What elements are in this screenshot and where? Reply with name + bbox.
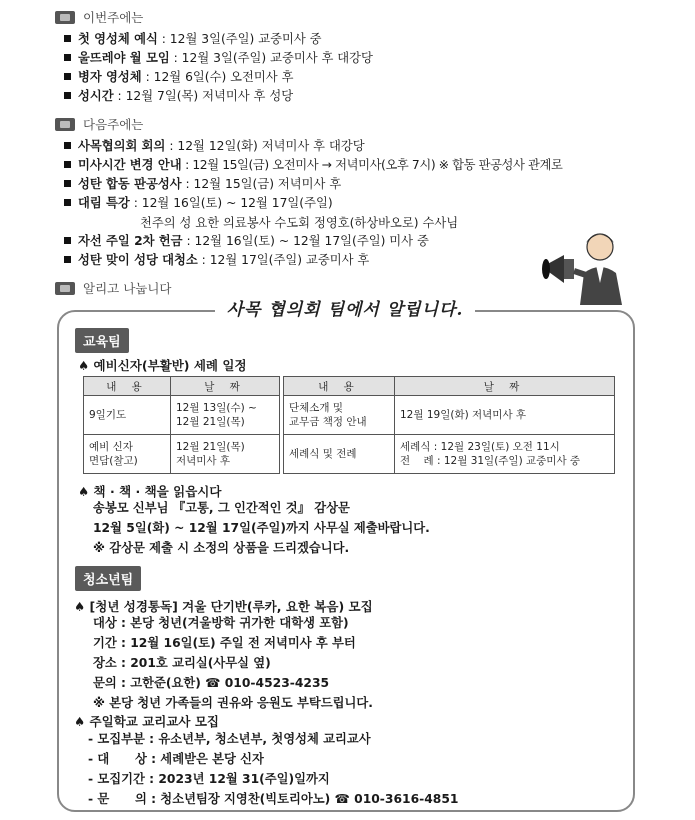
list-item: 병자 영성체 : 12월 6일(수) 오전미사 후 [64, 68, 293, 87]
next-week-header [55, 115, 143, 133]
list-item: 울뜨레야 월 모임 : 12월 3일(주일) 교중미사 후 대강당 [64, 49, 373, 68]
baptism-schedule-table [83, 376, 615, 474]
table-header: 날 짜 [395, 377, 615, 396]
section-icon [55, 11, 75, 24]
book-line: ※ 감상문 제출 시 소정의 상품을 드리겠습니다. [93, 541, 350, 555]
bible-line: 기간 : 12월 16일(토) 주일 전 저녁미사 후 부터 [93, 636, 356, 650]
baptism-schedule-title: ♠ 예비신자(부활반) 세례 일정 [78, 358, 247, 373]
table-row [84, 435, 615, 474]
section-title: 다음주에는 [83, 117, 144, 132]
table-header: 날 짜 [171, 377, 280, 396]
teacher-line: - 문 의 : 청소년팀장 지영찬(빅토리아노) ☎ 010-3616-4851 [88, 792, 459, 806]
section-title: 알리고 나눕니다 [83, 281, 172, 296]
bible-line: 대상 : 본당 청년(겨울방학 귀가한 대학생 포함) [93, 616, 349, 630]
list-item: 성탄 합동 판공성사 : 12월 15일(금) 저녁미사 후 [64, 175, 341, 194]
table-row [84, 396, 615, 435]
notices-header [55, 279, 172, 297]
list-item: 미사시간 변경 안내 : 12월 15일(금) 오전미사 → 저녁미사(오후 7시) ※ 합동 판공성사 관계로 [64, 156, 562, 175]
education-team-tag: 교육팀 [75, 328, 129, 353]
table-cell: 9일기도 [84, 396, 171, 435]
list-item: 첫 영성체 예식 : 12월 3일(주일) 교중미사 중 [64, 30, 322, 49]
bible-line: 문의 : 고한준(요한) ☎ 010-4523-4235 [93, 676, 330, 690]
section-icon [55, 118, 75, 131]
teacher-line: - 대 상 : 세례받은 본당 신자 [88, 752, 264, 766]
bible-line: ※ 본당 청년 가족들의 권유와 응원도 부탁드립니다. [93, 696, 373, 710]
table-cell: 12월 19일(화) 저녁미사 후 [395, 396, 615, 435]
section-title: 이번주에는 [83, 10, 144, 25]
teacher-recruit-title: ♠ 주일학교 교리교사 모집 [74, 714, 220, 729]
table-cell: 예비 신자 면담(찰고) [84, 435, 171, 474]
youth-team-tag: 청소년팀 [75, 566, 141, 591]
table-cell: 단체소개 및 교무금 책정 안내 [284, 396, 395, 435]
book-reading-title: ♠ 책 · 책 · 책을 읽읍시다 [78, 484, 222, 499]
table-cell: 12월 21일(목) 저녁미사 후 [171, 435, 280, 474]
table-cell: 12월 13일(수) ~ 12월 21일(목) [171, 396, 280, 435]
teacher-line: - 모집부분 : 유소년부, 청소년부, 첫영성체 교리교사 [88, 732, 371, 746]
teacher-line: - 모집기간 : 2023년 12월 31(주일)일까지 [88, 772, 330, 786]
list-item: 성시간 : 12월 7일(목) 저녁미사 후 성당 [64, 87, 293, 106]
megaphone-person-icon [540, 225, 640, 305]
bible-line: 장소 : 201호 교리실(사무실 옆) [93, 656, 271, 670]
notice-banner: 사목 협의회 팀에서 알립니다. [215, 296, 475, 324]
list-item: 대림 특강 : 12월 16일(토) ~ 12월 17일(주일) [64, 194, 333, 213]
table-header: 내 용 [84, 377, 171, 396]
this-week-header [55, 8, 143, 26]
section-icon [55, 282, 75, 295]
table-header: 내 용 [284, 377, 395, 396]
list-item: 자선 주일 2차 헌금 : 12월 16일(토) ~ 12월 17일(주일) 미사 중 [64, 232, 429, 251]
bible-reading-title: ♠ [청년 성경통독] 겨울 단기반(루카, 요한 복음) 모집 [74, 599, 373, 614]
book-line: 12월 5일(화) ~ 12월 17일(주일)까지 사무실 제출바랍니다. [93, 521, 430, 535]
table-cell: 세례식 및 전례 [284, 435, 395, 474]
advent-speaker: 천주의 성 요한 의료봉사 수도회 정영호(하상바오로) 수사님 [140, 216, 459, 230]
list-item: 성탄 맞이 성당 대청소 : 12월 17일(주일) 교중미사 후 [64, 251, 369, 270]
table-cell: 세례식 : 12월 23일(토) 오전 11시 전 례 : 12월 31일(주일) 교중미사 중 [395, 435, 615, 474]
book-line: 송봉모 신부님 『고통, 그 인간적인 것』 감상문 [93, 501, 350, 515]
list-item: 사목협의회 회의 : 12월 12일(화) 저녁미사 후 대강당 [64, 137, 365, 156]
